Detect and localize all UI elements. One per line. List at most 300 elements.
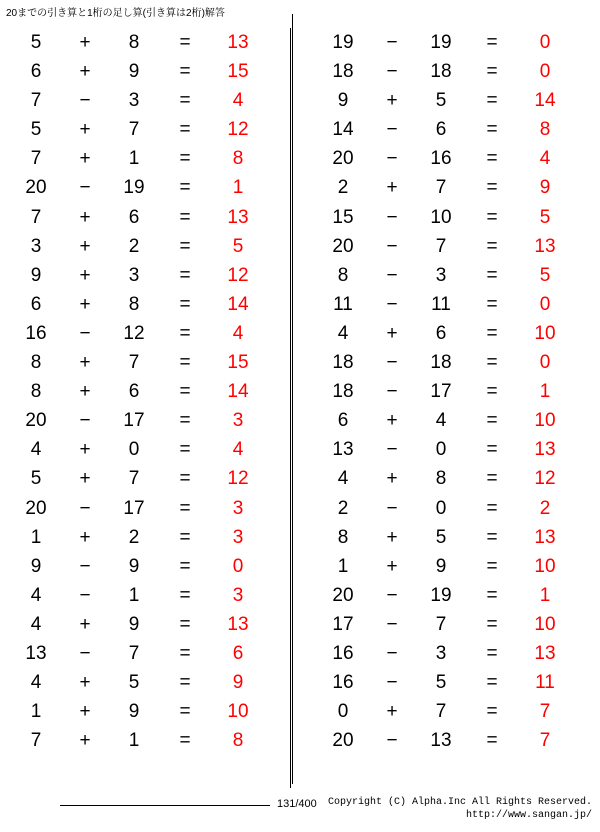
operand-second: 17 <box>123 410 145 432</box>
answer-value: 3 <box>232 526 244 548</box>
operator-symbol: + <box>79 293 91 315</box>
equals-symbol: = <box>486 264 498 286</box>
operand-second: 3 <box>435 642 447 664</box>
operator-symbol: + <box>79 264 91 286</box>
operator-symbol: + <box>79 119 91 141</box>
operand-first: 7 <box>30 206 42 228</box>
problem-row <box>315 464 580 493</box>
answer-value: 1 <box>539 584 551 606</box>
operator-symbol: − <box>386 32 398 53</box>
equals-symbol: = <box>486 177 498 199</box>
operator-symbol: − <box>79 90 91 112</box>
operand-second: 7 <box>435 177 447 199</box>
answer-value: 10 <box>534 555 556 577</box>
equals-symbol: = <box>486 730 498 752</box>
equals-symbol: = <box>179 497 191 519</box>
equals-symbol: = <box>179 119 191 141</box>
operand-first: 1 <box>30 701 42 723</box>
problem-row <box>315 173 580 202</box>
problem-row <box>8 115 290 144</box>
problem-row <box>8 406 290 435</box>
problem-row <box>8 523 290 552</box>
operand-first: 9 <box>30 264 42 286</box>
problem-row <box>315 348 580 377</box>
operator-symbol: + <box>79 206 91 228</box>
answer-value: 13 <box>534 235 556 257</box>
answer-value: 12 <box>227 468 249 490</box>
problem-columns <box>0 28 600 788</box>
operand-first: 18 <box>332 61 354 83</box>
equals-symbol: = <box>179 235 191 257</box>
operand-first: 7 <box>30 148 42 170</box>
operand-first: 2 <box>337 497 349 519</box>
equals-symbol: = <box>179 177 191 199</box>
operand-second: 0 <box>435 497 447 519</box>
operand-second: 7 <box>435 235 447 257</box>
equals-symbol: = <box>486 61 498 83</box>
answer-value: 1 <box>232 177 244 199</box>
equals-symbol: = <box>486 701 498 723</box>
equals-symbol: = <box>179 701 191 723</box>
operator-symbol: − <box>79 497 91 519</box>
operator-symbol: + <box>79 148 91 170</box>
operand-first: 18 <box>332 381 354 403</box>
problem-row <box>315 639 580 668</box>
operator-symbol: + <box>79 672 91 694</box>
website-url: http://www.sangan.jp/ <box>465 810 592 821</box>
problem-row <box>8 203 290 232</box>
equals-symbol: = <box>486 119 498 141</box>
equals-symbol: = <box>179 410 191 432</box>
problem-row <box>315 261 580 290</box>
equals-symbol: = <box>486 439 498 461</box>
operand-second: 18 <box>430 61 452 83</box>
answer-value: 13 <box>534 642 556 664</box>
answer-value: 5 <box>232 235 244 257</box>
problem-row <box>315 144 580 173</box>
problem-row <box>8 290 290 319</box>
operator-symbol: − <box>386 264 398 286</box>
operand-first: 20 <box>25 497 47 519</box>
answer-value: 0 <box>539 293 551 315</box>
equals-symbol: = <box>179 439 191 461</box>
operand-second: 5 <box>435 90 447 112</box>
operand-first: 8 <box>30 381 42 403</box>
operand-second: 9 <box>435 555 447 577</box>
operand-first: 4 <box>337 322 349 344</box>
operand-second: 11 <box>431 293 451 315</box>
operand-second: 3 <box>435 264 447 286</box>
operand-first: 14 <box>332 119 354 141</box>
operator-symbol: + <box>79 352 91 374</box>
operator-symbol: − <box>386 148 398 170</box>
operand-second: 6 <box>128 206 140 228</box>
problem-row <box>315 435 580 464</box>
page-title: 20までの引き算と1桁の足し算(引き算は2桁)解答 <box>6 8 225 19</box>
answer-value: 8 <box>539 119 551 141</box>
operator-symbol: + <box>79 32 91 53</box>
equals-symbol: = <box>486 497 498 519</box>
answer-value: 0 <box>539 32 551 53</box>
answer-value: 2 <box>539 497 551 519</box>
equals-symbol: = <box>486 410 498 432</box>
operand-second: 8 <box>128 32 140 53</box>
operand-second: 9 <box>128 555 140 577</box>
operand-second: 1 <box>128 584 140 606</box>
operand-first: 9 <box>337 90 349 112</box>
problem-row <box>8 57 290 86</box>
answer-value: 8 <box>232 148 244 170</box>
copyright-text: Copyright (C) Alpha.Inc All Rights Reserved. <box>327 797 592 808</box>
operand-first: 5 <box>30 468 42 490</box>
answer-value: 4 <box>232 322 244 344</box>
operand-second: 17 <box>123 497 145 519</box>
equals-symbol: = <box>179 264 191 286</box>
operator-symbol: − <box>386 497 398 519</box>
answer-value: 13 <box>227 32 249 53</box>
answer-value: 4 <box>232 439 244 461</box>
equals-symbol: = <box>179 468 191 490</box>
problem-row <box>8 348 290 377</box>
operator-symbol: − <box>79 555 91 577</box>
answer-value: 15 <box>227 352 249 374</box>
operator-symbol: − <box>386 235 398 257</box>
operator-symbol: + <box>386 701 398 723</box>
operator-symbol: − <box>79 177 91 199</box>
operator-symbol: + <box>79 730 91 752</box>
operand-first: 0 <box>337 701 349 723</box>
answer-value: 13 <box>534 439 556 461</box>
problem-row <box>8 319 290 348</box>
answer-value: 3 <box>232 410 244 432</box>
operator-symbol: + <box>386 322 398 344</box>
equals-symbol: = <box>486 32 498 53</box>
operand-first: 20 <box>332 584 354 606</box>
operand-second: 0 <box>128 439 140 461</box>
operand-first: 20 <box>332 235 354 257</box>
operator-symbol: + <box>386 555 398 577</box>
operand-second: 8 <box>128 293 140 315</box>
answer-value: 0 <box>232 555 244 577</box>
problem-row <box>315 203 580 232</box>
equals-symbol: = <box>486 526 498 548</box>
answer-value: 6 <box>232 642 244 664</box>
operand-first: 20 <box>332 730 354 752</box>
operand-second: 5 <box>128 672 140 694</box>
operator-symbol: − <box>386 381 398 403</box>
operator-symbol: + <box>79 613 91 635</box>
operand-first: 4 <box>30 584 42 606</box>
equals-symbol: = <box>179 584 191 606</box>
operand-second: 3 <box>128 90 140 112</box>
problem-row <box>315 115 580 144</box>
answer-value: 13 <box>227 206 249 228</box>
problem-row <box>315 406 580 435</box>
operator-symbol: − <box>386 352 398 374</box>
answer-value: 4 <box>539 148 551 170</box>
operator-symbol: − <box>79 642 91 664</box>
answer-value: 8 <box>232 730 244 752</box>
operand-second: 16 <box>430 148 452 170</box>
answer-value: 9 <box>539 177 551 199</box>
operand-second: 1 <box>128 148 140 170</box>
operator-symbol: − <box>79 410 91 432</box>
answer-value: 3 <box>232 497 244 519</box>
equals-symbol: = <box>179 352 191 374</box>
operator-symbol: − <box>386 293 398 315</box>
problem-row <box>8 232 290 261</box>
problem-row <box>315 377 580 406</box>
equals-symbol: = <box>486 293 498 315</box>
equals-symbol: = <box>179 613 191 635</box>
equals-symbol: = <box>486 584 498 606</box>
operator-symbol: − <box>386 119 398 141</box>
operand-second: 7 <box>128 642 140 664</box>
left-column <box>0 28 290 788</box>
operand-second: 6 <box>435 119 447 141</box>
problem-row <box>315 57 580 86</box>
operand-second: 2 <box>128 526 140 548</box>
operand-second: 9 <box>128 701 140 723</box>
problem-row <box>8 144 290 173</box>
operand-second: 13 <box>430 730 452 752</box>
equals-symbol: = <box>486 642 498 664</box>
operand-second: 7 <box>128 119 140 141</box>
equals-symbol: = <box>486 90 498 112</box>
footer-rule <box>60 805 270 806</box>
operand-second: 19 <box>123 177 145 199</box>
equals-symbol: = <box>179 32 191 53</box>
answer-value: 14 <box>227 381 249 403</box>
problem-row <box>315 319 580 348</box>
operator-symbol: + <box>79 526 91 548</box>
operand-first: 1 <box>30 526 42 548</box>
answer-value: 12 <box>227 119 249 141</box>
operand-first: 7 <box>30 90 42 112</box>
operator-symbol: − <box>386 61 398 83</box>
operand-first: 8 <box>337 264 349 286</box>
answer-value: 7 <box>539 701 551 723</box>
operator-symbol: − <box>386 642 398 664</box>
equals-symbol: = <box>486 235 498 257</box>
answer-value: 12 <box>534 468 556 490</box>
problem-row <box>8 494 290 523</box>
problem-row <box>315 28 580 57</box>
problem-row <box>315 668 580 697</box>
operand-second: 6 <box>128 381 140 403</box>
answer-value: 7 <box>539 730 551 752</box>
operator-symbol: + <box>386 90 398 112</box>
equals-symbol: = <box>486 322 498 344</box>
answer-value: 3 <box>232 584 244 606</box>
equals-symbol: = <box>179 293 191 315</box>
problem-row <box>315 726 580 755</box>
operand-first: 4 <box>30 439 42 461</box>
problem-row <box>8 28 290 57</box>
answer-value: 10 <box>534 322 556 344</box>
operand-first: 11 <box>333 293 353 315</box>
operand-second: 19 <box>430 32 452 53</box>
problem-row <box>8 639 290 668</box>
problem-row <box>315 697 580 726</box>
problem-row <box>315 232 580 261</box>
operand-second: 17 <box>430 381 452 403</box>
equals-symbol: = <box>179 526 191 548</box>
operand-first: 4 <box>30 672 42 694</box>
problem-row <box>8 610 290 639</box>
equals-symbol: = <box>486 613 498 635</box>
operand-second: 3 <box>128 264 140 286</box>
operator-symbol: − <box>386 672 398 694</box>
operand-first: 20 <box>25 410 47 432</box>
operand-first: 2 <box>337 177 349 199</box>
operand-first: 5 <box>30 32 42 53</box>
problem-row <box>8 377 290 406</box>
problem-row <box>315 552 580 581</box>
equals-symbol: = <box>179 730 191 752</box>
problem-row <box>8 726 290 755</box>
operand-first: 8 <box>30 352 42 374</box>
operand-second: 4 <box>435 410 447 432</box>
answer-value: 13 <box>534 526 556 548</box>
operator-symbol: − <box>79 322 91 344</box>
answer-value: 10 <box>227 701 249 723</box>
problem-row <box>8 261 290 290</box>
operand-second: 0 <box>435 439 447 461</box>
operator-symbol: + <box>79 381 91 403</box>
operand-first: 16 <box>332 672 354 694</box>
operand-first: 20 <box>332 148 354 170</box>
operand-first: 7 <box>30 730 42 752</box>
operand-first: 13 <box>332 439 354 461</box>
equals-symbol: = <box>179 148 191 170</box>
operator-symbol: + <box>79 235 91 257</box>
operand-first: 5 <box>30 119 42 141</box>
operator-symbol: − <box>386 439 398 461</box>
operand-first: 9 <box>30 555 42 577</box>
page-footer <box>0 788 600 828</box>
operand-first: 19 <box>332 32 354 53</box>
problem-row <box>315 290 580 319</box>
operator-symbol: − <box>79 584 91 606</box>
problem-row <box>8 435 290 464</box>
equals-symbol: = <box>179 206 191 228</box>
answer-value: 0 <box>539 352 551 374</box>
equals-symbol: = <box>486 148 498 170</box>
operand-first: 15 <box>332 206 354 228</box>
right-column <box>290 28 580 788</box>
operand-second: 2 <box>128 235 140 257</box>
equals-symbol: = <box>486 672 498 694</box>
equals-symbol: = <box>179 90 191 112</box>
operator-symbol: + <box>386 526 398 548</box>
problem-row <box>8 86 290 115</box>
answer-value: 0 <box>539 61 551 83</box>
operand-second: 7 <box>435 613 447 635</box>
operand-second: 18 <box>430 352 452 374</box>
operator-symbol: + <box>386 177 398 199</box>
operator-symbol: + <box>79 439 91 461</box>
operand-first: 17 <box>332 613 354 635</box>
answer-value: 10 <box>534 613 556 635</box>
answer-value: 4 <box>232 90 244 112</box>
operand-first: 1 <box>337 555 349 577</box>
operand-second: 10 <box>430 206 452 228</box>
operand-first: 3 <box>30 235 42 257</box>
answer-value: 5 <box>539 206 551 228</box>
page-number: 131/400 <box>277 798 317 810</box>
operand-second: 5 <box>435 672 447 694</box>
operand-first: 18 <box>332 352 354 374</box>
problem-row <box>8 552 290 581</box>
problem-row <box>315 494 580 523</box>
operand-second: 7 <box>128 352 140 374</box>
operand-first: 16 <box>25 322 47 344</box>
equals-symbol: = <box>179 642 191 664</box>
operand-second: 7 <box>128 468 140 490</box>
operand-second: 8 <box>435 468 447 490</box>
operator-symbol: − <box>386 613 398 635</box>
operand-first: 13 <box>25 642 47 664</box>
operator-symbol: + <box>79 61 91 83</box>
problem-row <box>315 581 580 610</box>
operand-first: 4 <box>337 468 349 490</box>
answer-value: 11 <box>535 672 555 694</box>
operator-symbol: − <box>386 730 398 752</box>
equals-symbol: = <box>486 555 498 577</box>
operator-symbol: − <box>386 584 398 606</box>
operand-second: 9 <box>128 61 140 83</box>
equals-symbol: = <box>179 322 191 344</box>
equals-symbol: = <box>179 381 191 403</box>
operand-first: 6 <box>337 410 349 432</box>
operand-second: 6 <box>435 322 447 344</box>
equals-symbol: = <box>486 352 498 374</box>
equals-symbol: = <box>179 61 191 83</box>
problem-row <box>315 523 580 552</box>
problem-row <box>8 464 290 493</box>
equals-symbol: = <box>179 555 191 577</box>
operand-second: 12 <box>123 322 145 344</box>
problem-row <box>315 86 580 115</box>
answer-value: 14 <box>534 90 556 112</box>
operand-first: 6 <box>30 293 42 315</box>
operand-first: 20 <box>25 177 47 199</box>
equals-symbol: = <box>179 672 191 694</box>
operand-first: 6 <box>30 61 42 83</box>
operand-second: 19 <box>430 584 452 606</box>
problem-row <box>8 581 290 610</box>
operator-symbol: + <box>79 468 91 490</box>
operand-first: 8 <box>337 526 349 548</box>
answer-value: 10 <box>534 410 556 432</box>
operator-symbol: + <box>386 468 398 490</box>
answer-value: 13 <box>227 613 249 635</box>
operator-symbol: − <box>386 206 398 228</box>
problem-row <box>8 668 290 697</box>
equals-symbol: = <box>486 206 498 228</box>
answer-value: 5 <box>539 264 551 286</box>
equals-symbol: = <box>486 381 498 403</box>
problem-row <box>8 173 290 202</box>
problem-row <box>315 610 580 639</box>
operand-second: 7 <box>435 701 447 723</box>
operand-first: 16 <box>332 642 354 664</box>
problem-row <box>8 697 290 726</box>
answer-value: 15 <box>227 61 249 83</box>
operand-first: 4 <box>30 613 42 635</box>
operator-symbol: + <box>386 410 398 432</box>
